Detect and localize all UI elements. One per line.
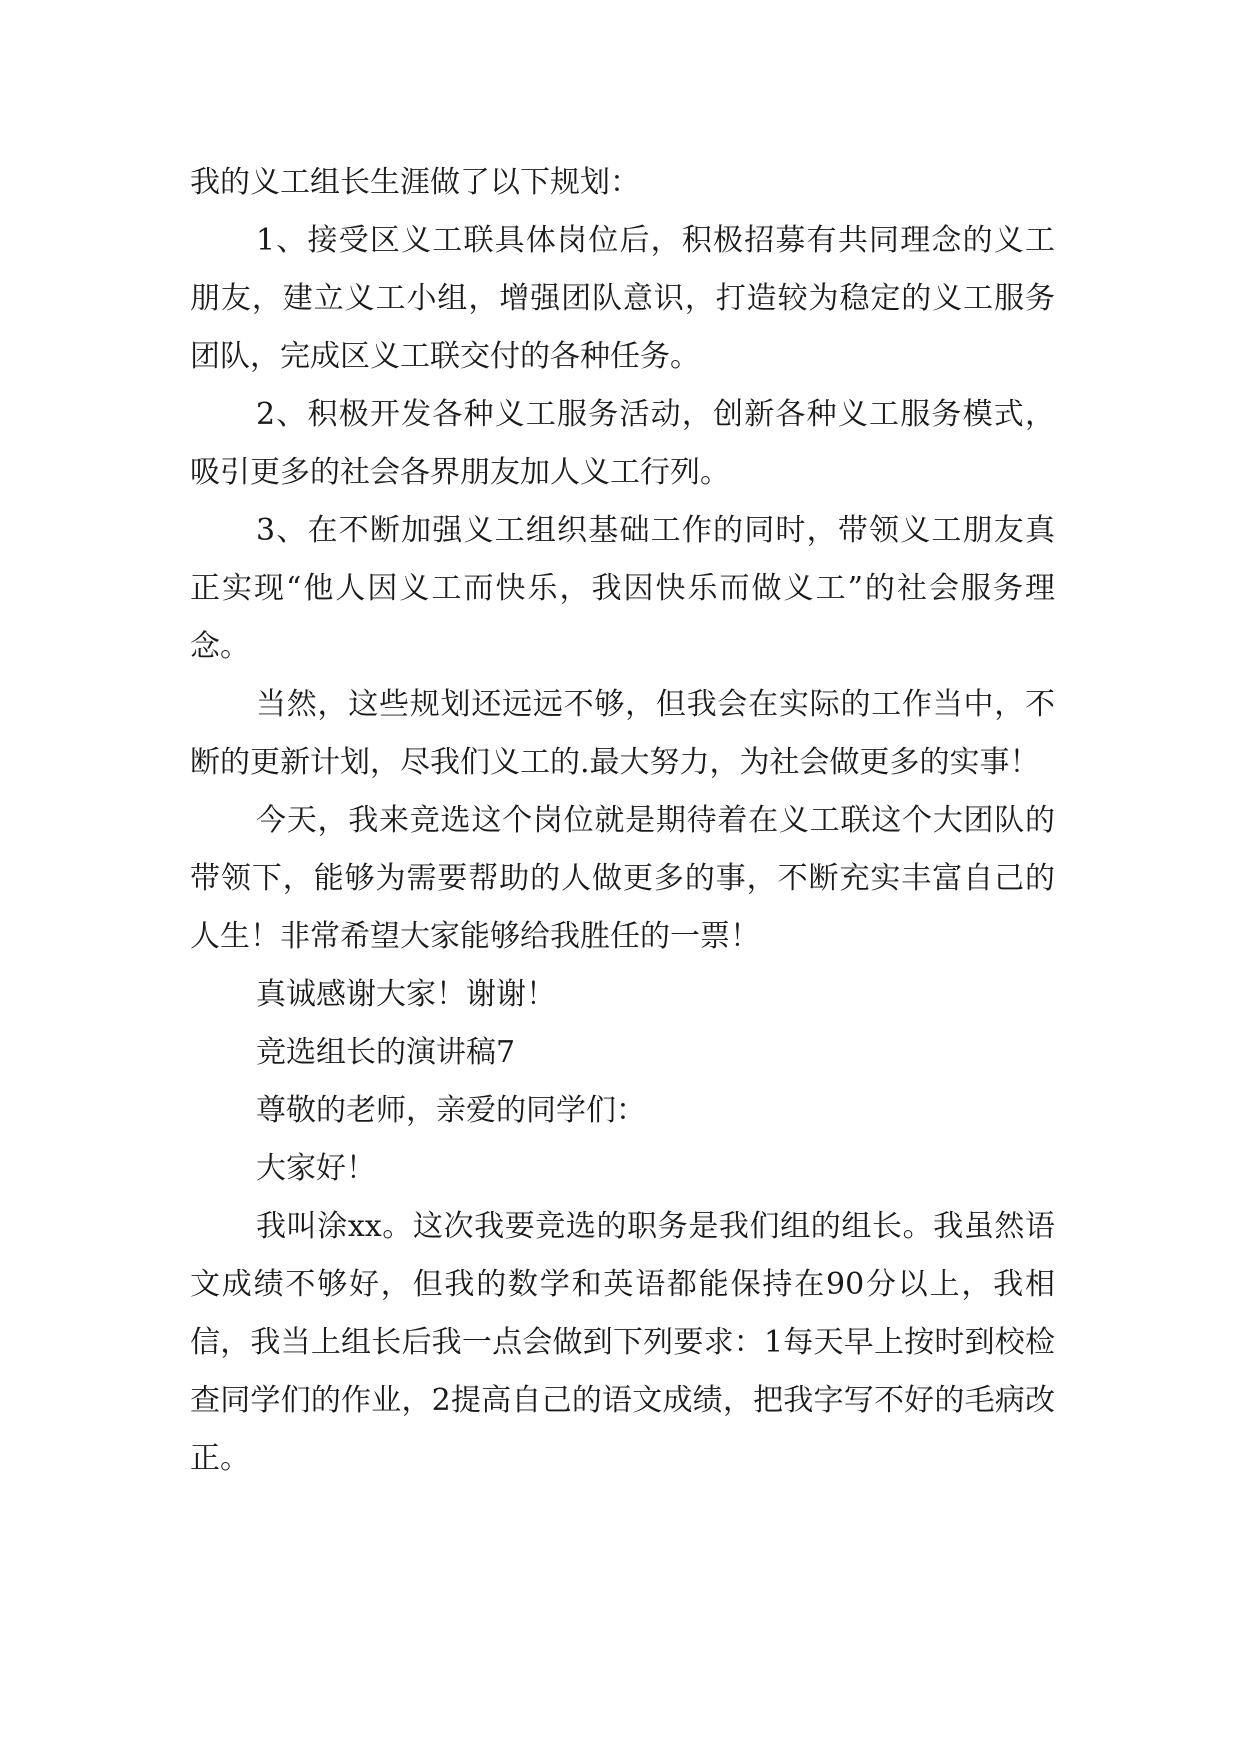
document-page (190, 154, 1055, 1488)
paragraph-intro: 我的义工组长生涯做了以下规划： (190, 165, 640, 200)
paragraph-conclusion: 当然，这些规划还远远不够，但我会在实际的工作当中，不断的更新计划，尽我们义工的.最大努力，为社会做更多的实事！ (190, 687, 1055, 780)
paragraph-plan-1: 1、接受区义工联具体岗位后，积极招募有共同理念的义工朋友，建立义工小组，增强团队意识，打造较为稳定的义工服务团队，完成区义工联交付的各种任务。 (190, 223, 1055, 374)
paragraph-thanks: 真诚感谢大家！谢谢！ (256, 977, 556, 1012)
paragraph-salutation: 尊敬的老师，亲爱的同学们： (256, 1093, 646, 1128)
paragraph-greeting: 大家好！ (256, 1151, 376, 1186)
paragraph-plan-3: 3、在不断加强义工组织基础工作的同时，带领义工朋友真正实现“他人因义工而快乐，我因快乐而做义工”的社会服务理念。 (190, 513, 1055, 664)
paragraph-plan-2: 2、积极开发各种义工服务活动，创新各种义工服务模式，吸引更多的社会各界朋友加人义工行列。 (190, 397, 1055, 490)
section-heading: 竞选组长的演讲稿7 (256, 1035, 516, 1070)
paragraph-today: 今天，我来竞选这个岗位就是期待着在义工联这个大团队的带领下，能够为需要帮助的人做更多的事，不断充实丰富自己的人生！非常希望大家能够给我胜任的一票！ (190, 803, 1055, 954)
paragraph-self-intro: 我叫涂xx。这次我要竞选的职务是我们组的组长。我虽然语文成绩不够好，但我的数学和英语都能保持在90分以上，我相信，我当上组长后我一点会做到下列要求：1每天早上按时到校检查同学们的作业，2提高自己的语文成绩，把我字写不好的毛病改正。 (190, 1209, 1055, 1476)
